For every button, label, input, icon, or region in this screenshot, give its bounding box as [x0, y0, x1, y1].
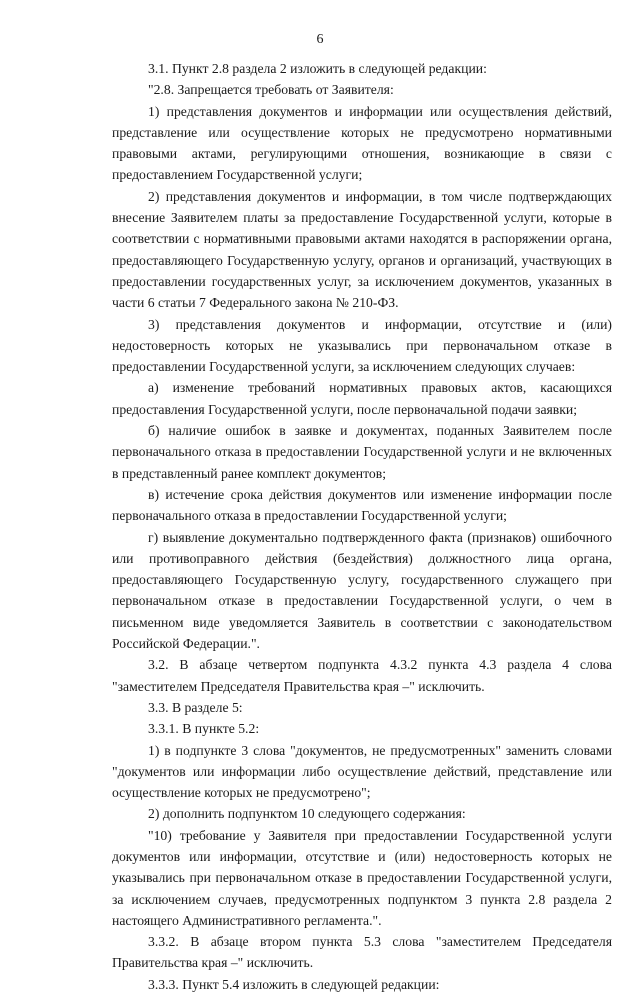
paragraph-sub-10: "10) требование у Заявителя при предоставлении Государственной услуги документов или информации, отсутствие и (или) недостоверность которых не указывались при первоначальном отказе в предоставлении Государственной услуги, за исключением случаев, предусмотренных подпунктом 3 пункта 2.8 раздела 2 настоящего Административного регламента.".: [112, 827, 612, 928]
paragraph-3-3: 3.3. В разделе 5:: [148, 699, 243, 715]
paragraph-item-3: 3) представления документов и информации, отсутствие и (или) недостоверность которых не указывались при первоначальном отказе в предоставлении Государственной услуги, за исключением следующих случаев:: [112, 316, 612, 375]
paragraph-sub-1: 1) в подпункте 3 слова "документов, не предусмотренных" заменить словами "документов или информации либо осуществление действий, представление или осуществление которых не предусмотрено";: [112, 742, 612, 801]
paragraph-3-2: 3.2. В абзаце четвертом подпункта 4.3.2 пункта 4.3 раздела 4 слова "заместителем Председателя Правительства края –" исключить.: [112, 657, 612, 694]
page-number: 6: [316, 32, 324, 47]
paragraph-item-g: г) выявление документально подтвержденного факта (признаков) ошибочного или противоправного действия (бездействия) должностного лица органа, предоставляющего Государственную услугу, государственного служащего при первоначальном отказе в предоставлении Государственной услуги, о чем в письменном виде уведомляется Заявитель в соответствии с законодательством Российской Федерации.".: [112, 529, 612, 652]
paragraph-item-2: 2) представления документов и информации, в том числе подтверждающих внесение Заявителем платы за предоставление Государственной услуги, которые в соответствии с нормативными правовыми актами находятся в распоряжении органа, предоставляющего Государственную услугу, органов и организаций, участвующих в предоставлении государственных услуг, за исключением документов, указанных в части 6 статьи 7 Федерального закона № 210-ФЗ.: [112, 188, 612, 311]
paragraph-sub-2: 2) дополнить подпунктом 10 следующего содержания:: [148, 806, 466, 822]
paragraph-2-8-heading: "2.8. Запрещается требовать от Заявителя:: [148, 82, 394, 98]
paragraph-item-b: б) наличие ошибок в заявке и документах, поданных Заявителем после первоначального отказа в предоставлении Государственной услуги и не включенных в представленный ранее комплект документов;: [112, 423, 612, 481]
paragraph-item-a: а) изменение требований нормативных правовых актов, касающихся предоставления Государственной услуги, после первоначальной подачи заявки;: [112, 380, 612, 417]
paragraph-item-1: 1) представления документов и информации или осуществления действий, представление или осуществление которых не предусмотрено нормативными правовыми актами, регулирующими отношения, возникающие в связи с предоставлением Государственной услуги;: [112, 103, 612, 183]
paragraph-3-3-3: 3.3.3. Пункт 5.4 изложить в следующей редакции:: [148, 976, 440, 992]
paragraph-3-3-2: 3.3.2. В абзаце втором пункта 5.3 слова "заместителем Председателя Правительства края –" исключить.: [112, 934, 612, 971]
document-body: [112, 58, 612, 995]
paragraph-3-3-1: 3.3.1. В пункте 5.2:: [148, 721, 260, 737]
paragraph-3-1: 3.1. Пункт 2.8 раздела 2 изложить в следующей редакции:: [148, 61, 487, 76]
paragraph-item-v: в) истечение срока действия документов или изменение информации после первоначального отказа в предоставлении Государственной услуги;: [112, 486, 612, 524]
